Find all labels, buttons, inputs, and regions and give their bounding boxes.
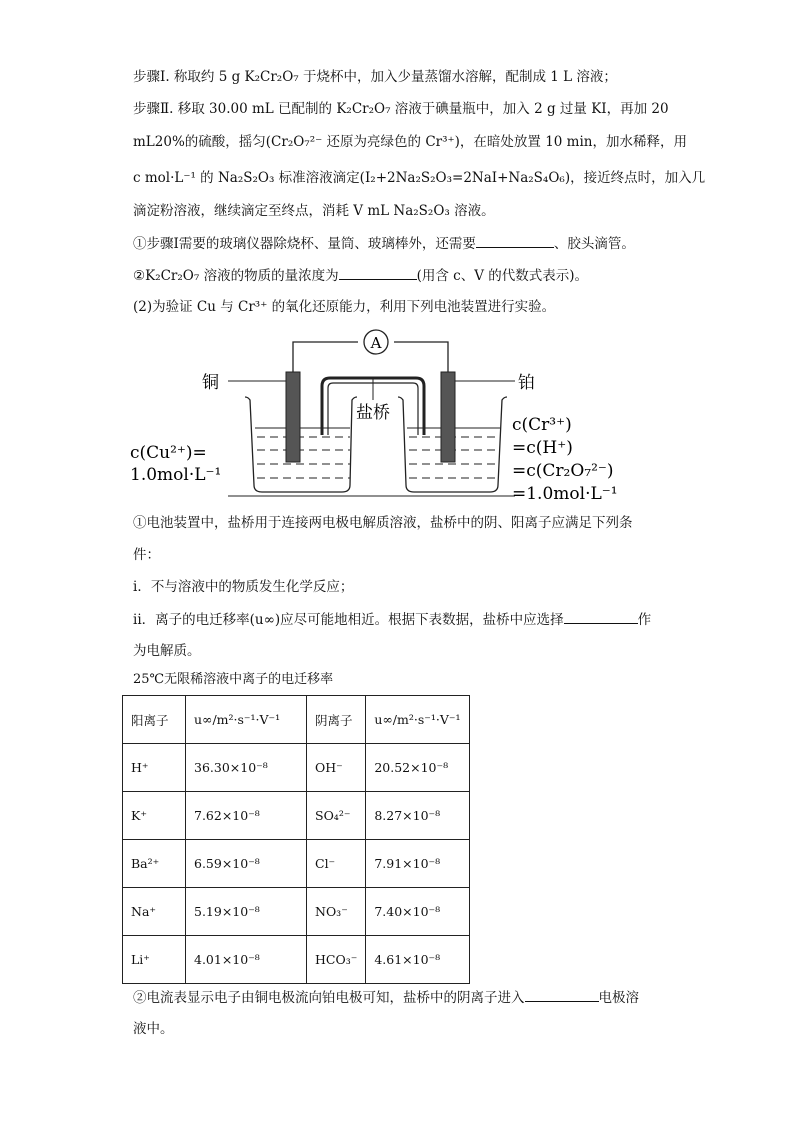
copper-electrode: [286, 372, 300, 462]
table-caption: 25℃无限稀溶液中离子的电迁移率: [133, 672, 334, 687]
answer-blank-4[interactable]: [525, 987, 599, 1002]
answer-blank-1[interactable]: [476, 233, 554, 248]
galvanic-cell-diagram: [120, 320, 640, 505]
table-row: [123, 840, 470, 888]
table-row: [123, 792, 470, 840]
anion-cell: NO₃⁻: [307, 888, 366, 936]
condition-intro-1: ①电池装置中，盐桥用于连接两电极电解质溶液，盐桥中的阴、阳离子应满足下列条: [133, 515, 633, 531]
question-3-cont: 液中。: [133, 1021, 174, 1037]
question-1: [133, 233, 635, 254]
table-header-row: [123, 696, 470, 744]
right-solution-label-2: =c(H⁺): [512, 438, 573, 458]
anion-mobility-cell: 8.27×10⁻⁸: [366, 792, 470, 840]
question-2: [133, 265, 588, 286]
question-2-text: ②K₂Cr₂O₇ 溶液的物质的量浓度为: [133, 268, 339, 284]
step-2-line-4: 滴淀粉溶液，继续滴定至终点，消耗 V mL Na₂S₂O₃ 溶液。: [133, 203, 495, 219]
question-3-text: ②电流表显示电子由铜电极流向铂电极可知，盐桥中的阴离子进入: [133, 990, 525, 1006]
answer-blank-3[interactable]: [564, 609, 638, 624]
salt-bridge-label: 盐桥: [356, 403, 390, 423]
step-2-line-1: 步骤Ⅱ. 移取 30.00 mL 已配制的 K₂Cr₂O₇ 溶液于碘量瓶中，加入 2 g 过量 KI，再加 20: [133, 101, 669, 117]
condition-ii-text: ii．离子的电迁移率(u∞)应尽可能地相近。根据下表数据，盐桥中应选择: [133, 612, 564, 628]
cation-mobility-cell: 4.01×10⁻⁸: [186, 936, 307, 984]
left-solution-label-2: 1.0mol·L⁻¹: [130, 465, 222, 485]
cation-cell: Ba²⁺: [123, 840, 186, 888]
platinum-electrode: [441, 372, 455, 462]
step-2-line-2: mL20%的硫酸，摇匀(Cr₂O₇²⁻ 还原为亮绿色的 Cr³⁺)，在暗处放置 10 min，加水稀释，用: [133, 134, 687, 150]
condition-intro-2: 件：: [133, 547, 160, 563]
cation-mobility-cell: 5.19×10⁻⁸: [186, 888, 307, 936]
cation-cell: Li⁺: [123, 936, 186, 984]
header-cation: 阳离子: [123, 696, 186, 744]
question-2-tail: (用含 c、V 的代数式表示)。: [416, 268, 589, 284]
answer-blank-2[interactable]: [339, 265, 417, 280]
left-wire: [293, 342, 358, 372]
anion-cell: Cl⁻: [307, 840, 366, 888]
condition-ii-cont: 为电解质。: [133, 643, 201, 659]
right-solution-label-3: =c(Cr₂O₇²⁻): [512, 461, 614, 481]
condition-ii: [133, 609, 651, 630]
table-row: [123, 744, 470, 792]
anion-mobility-cell: 4.61×10⁻⁸: [366, 936, 470, 984]
copper-label: 铜: [202, 373, 219, 393]
right-solution-label-1: c(Cr³⁺): [512, 415, 572, 435]
left-solution-label-1: c(Cu²⁺)=: [130, 443, 207, 463]
mobility-table: [122, 695, 470, 984]
part-2-intro: (2)为验证 Cu 与 Cr³⁺ 的氧化还原能力，利用下列电池装置进行实验。: [133, 299, 556, 315]
cation-mobility-cell: 6.59×10⁻⁸: [186, 840, 307, 888]
anion-mobility-cell: 7.40×10⁻⁸: [366, 888, 470, 936]
anion-mobility-cell: 7.91×10⁻⁸: [366, 840, 470, 888]
right-solution-label-4: =1.0mol·L⁻¹: [512, 484, 618, 504]
condition-i: i．不与溶液中的物质发生化学反应；: [133, 579, 354, 595]
step-2-line-3: c mol·L⁻¹ 的 Na₂S₂O₃ 标准溶液滴定(I₂+2Na₂S₂O₃=2NaI+Na₂S₄O₆)，接近终点时，加入几: [133, 170, 706, 186]
ammeter-label: A: [370, 334, 382, 352]
step-1-text: 步骤Ⅰ. 称取约 5 g K₂Cr₂O₇ 于烧杯中，加入少量蒸馏水溶解，配制成 1 L 溶液；: [133, 69, 617, 85]
anion-cell: SO₄²⁻: [307, 792, 366, 840]
anion-mobility-cell: 20.52×10⁻⁸: [366, 744, 470, 792]
header-mobility-2: u∞/m²·s⁻¹·V⁻¹: [366, 696, 470, 744]
question-1-text: ①步骤Ⅰ需要的玻璃仪器除烧杯、量筒、玻璃棒外，还需要: [133, 236, 476, 252]
cation-cell: Na⁺: [123, 888, 186, 936]
right-wire: [394, 342, 448, 372]
header-anion: 阴离子: [307, 696, 366, 744]
cation-cell: K⁺: [123, 792, 186, 840]
cation-mobility-cell: 36.30×10⁻⁸: [186, 744, 307, 792]
question-3-tail: 电极溶: [598, 990, 639, 1006]
platinum-label: 铂: [518, 373, 535, 393]
anion-cell: HCO₃⁻: [307, 936, 366, 984]
question-1-tail: 、胶头滴管。: [553, 236, 635, 252]
header-mobility-1: u∞/m²·s⁻¹·V⁻¹: [186, 696, 307, 744]
left-solution-lines: [255, 428, 350, 478]
condition-ii-tail: 作: [637, 612, 652, 628]
cation-mobility-cell: 7.62×10⁻⁸: [186, 792, 307, 840]
anion-cell: OH⁻: [307, 744, 366, 792]
table-row: [123, 936, 470, 984]
table-row: [123, 888, 470, 936]
question-3: [133, 987, 639, 1008]
cation-cell: H⁺: [123, 744, 186, 792]
